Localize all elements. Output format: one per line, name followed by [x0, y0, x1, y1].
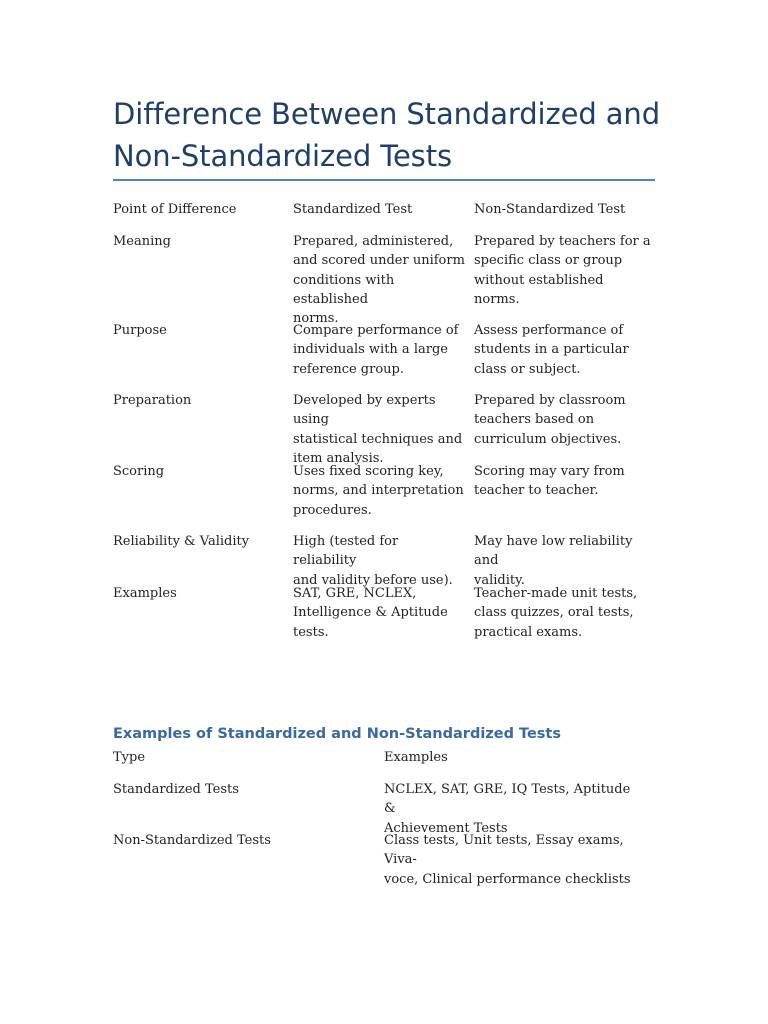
row-label-reliability-validity: Reliability & Validity	[113, 534, 250, 549]
page-title-line-2: Non-Standardized Tests	[113, 139, 452, 173]
row-label-meaning: Meaning	[113, 234, 171, 249]
cell-non-standardized: Scoring may vary from teacher to teacher.	[474, 464, 625, 499]
cell-non-standardized: Teacher-made unit tests, class quizzes, oral tests, practical exams.	[474, 586, 638, 640]
examples-standardized: NCLEX, SAT, GRE, IQ Tests, Aptitude & Achievement Tests	[384, 782, 631, 836]
cell-non-standardized: Assess performance of students in a particular class or subject.	[474, 323, 629, 377]
row-label-preparation: Preparation	[113, 393, 192, 408]
row-label-examples: Examples	[113, 586, 177, 601]
cell-standardized: Prepared, administered, and scored under uniform conditions with established norms.	[293, 234, 465, 327]
cell-non-standardized: Prepared by teachers for a specific class or group without established norms.	[474, 234, 651, 307]
page-title	[113, 93, 661, 177]
cell-standardized: SAT, GRE, NCLEX, Intelligence & Aptitude tests.	[293, 586, 448, 640]
cell-standardized: High (tested for reliability and validity before use).	[293, 534, 453, 588]
header-type: Type	[113, 750, 146, 765]
header-point-of-difference: Point of Difference	[113, 202, 237, 217]
cell-non-standardized: Prepared by classroom teachers based on curriculum objectives.	[474, 393, 626, 447]
page-title-line-1: Difference Between Standardized and	[113, 97, 661, 131]
row-label-scoring: Scoring	[113, 464, 165, 479]
header-standardized-test: Standardized Test	[293, 202, 413, 217]
cell-non-standardized: May have low reliability and validity.	[474, 534, 633, 588]
cell-standardized: Developed by experts using statistical techniques and item analysis.	[293, 393, 463, 466]
header-examples: Examples	[384, 750, 448, 765]
type-non-standardized-tests: Non-Standardized Tests	[113, 833, 271, 848]
title-underline	[113, 179, 655, 181]
row-label-purpose: Purpose	[113, 323, 167, 338]
examples-non-standardized: Class tests, Unit tests, Essay exams, Viva- voce, Clinical performance checklists	[384, 833, 631, 887]
cell-standardized: Compare performance of individuals with a large reference group.	[293, 323, 459, 377]
header-non-standardized-test: Non-Standardized Test	[474, 202, 626, 217]
cell-standardized: Uses fixed scoring key, norms, and interpretation procedures.	[293, 464, 464, 518]
type-standardized-tests: Standardized Tests	[113, 782, 239, 797]
examples-heading: Examples of Standardized and Non-Standardized Tests	[113, 726, 561, 742]
